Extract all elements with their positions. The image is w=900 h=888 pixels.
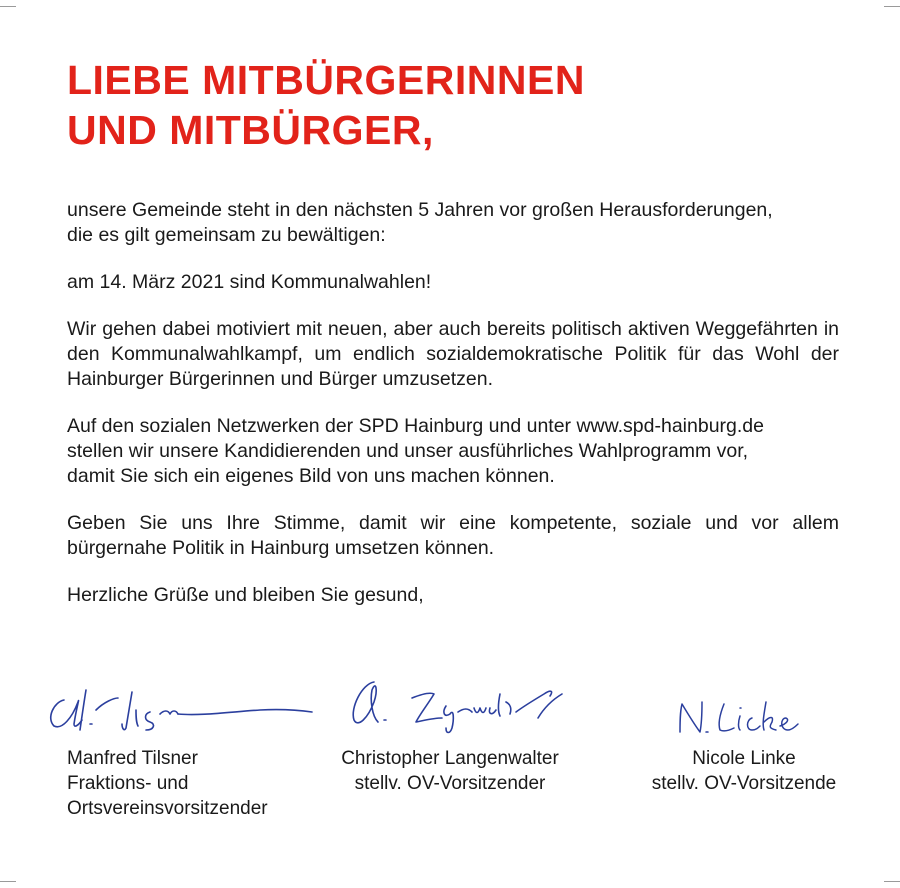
signature-manfred-tilsner: [40, 680, 330, 740]
signature-nicole-linke: [672, 692, 812, 742]
crop-mark: [884, 6, 900, 7]
paragraph-vote-appeal: Geben Sie uns Ihre Stimme, damit wir eine kompetente, soziale und vor allem bürgernahe Politik in Hainburg umsetzen können.: [67, 512, 839, 559]
paragraph-social-networks-line-3: damit Sie sich ein eigenes Bild von uns machen können.: [67, 465, 555, 487]
crop-mark: [884, 881, 900, 882]
crop-mark: [0, 881, 16, 882]
signer-role: stellv. OV-Vorsitzender: [354, 773, 546, 794]
signature-christopher-langenwalter: [338, 668, 578, 738]
paragraph-intro-line-1: unsere Gemeinde steht in den nächsten 5 Jahren vor großen Herausforderungen,: [67, 199, 773, 221]
signer-name: Manfred Tilsner: [67, 748, 198, 769]
paragraph-election-date: am 14. März 2021 sind Kommunalwahlen!: [67, 271, 432, 293]
headline-line-2: UND MITBÜRGER,: [67, 107, 434, 153]
signer-name: Nicole Linke: [692, 748, 796, 769]
signer-name: Christopher Langenwalter: [341, 748, 559, 769]
paragraph-social-networks-line-2: stellen wir unsere Kandidierenden und unser ausführliches Wahlprogramm vor,: [67, 440, 749, 462]
paragraph-social-networks: [67, 414, 839, 489]
signer-role: Ortsvereinsvorsitzender: [67, 798, 268, 819]
paragraph-intro-line-2: die es gilt gemeinsam zu bewältigen:: [67, 224, 386, 246]
signer-manfred-tilsner: [67, 746, 268, 821]
paragraph-motivation: Wir gehen dabei motiviert mit neuen, aber auch bereits politisch aktiven Weggefährten in den Kommunalwahlkampf, um endlich sozialdemokratische Politik für das Wohl der Hainburger Bürgerinnen und Bürger umzusetzen.: [67, 318, 839, 390]
signer-role: Fraktions- und: [67, 773, 189, 794]
letter-body: [67, 198, 839, 630]
paragraph-closing: Herzliche Grüße und bleiben Sie gesund,: [67, 584, 424, 606]
paragraph-intro: [67, 198, 839, 248]
headline: [67, 55, 585, 155]
headline-line-1: LIEBE MITBÜRGERINNEN: [67, 57, 585, 103]
paragraph-social-networks-line-1: Auf den sozialen Netzwerken der SPD Hainburg und unter www.spd-hainburg.de: [67, 415, 764, 437]
signer-role: stellv. OV-Vorsitzende: [651, 773, 837, 794]
signer-christopher-langenwalter: [312, 746, 588, 796]
signer-nicole-linke: [630, 746, 858, 796]
crop-mark: [0, 6, 16, 7]
